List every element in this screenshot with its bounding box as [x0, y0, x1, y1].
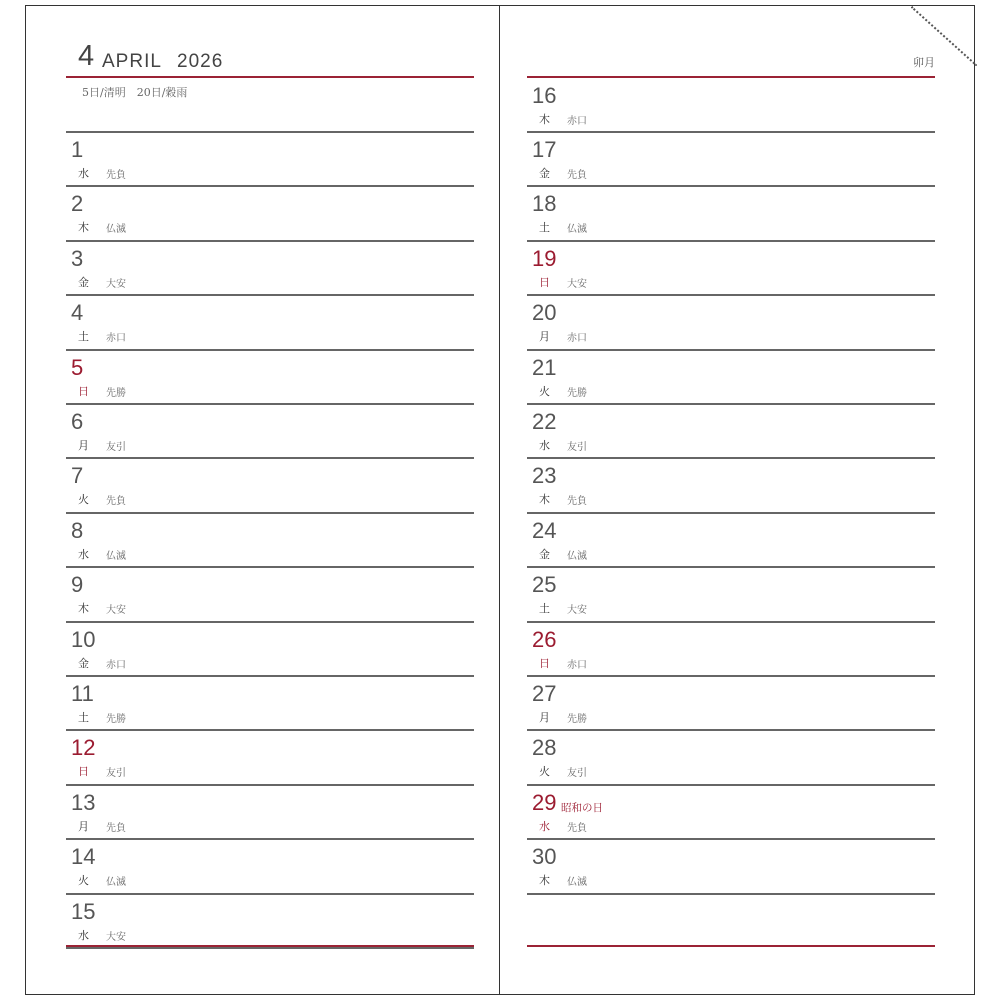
- weekday-label: 日: [539, 276, 550, 289]
- day-row: [527, 459, 935, 513]
- weekday-label: 金: [78, 276, 89, 289]
- day-number: 8: [71, 517, 84, 543]
- weekday-label: 土: [539, 222, 550, 235]
- day-row: [66, 296, 474, 350]
- day-row: [527, 242, 935, 296]
- weekday-label: 水: [539, 820, 550, 833]
- weekday-label: 木: [539, 494, 550, 507]
- weekday-label: 月: [539, 331, 550, 344]
- rokuyo-label: 仏滅: [567, 550, 587, 562]
- day-number: 4: [71, 300, 84, 326]
- day-number: 22: [532, 409, 557, 434]
- day-number: 2: [71, 191, 84, 217]
- rokuyo-label: 友引: [567, 442, 587, 453]
- year: 2026: [177, 51, 224, 72]
- rokuyo-label: 赤口: [567, 115, 587, 127]
- rokuyo-label: 先負: [106, 170, 126, 181]
- day-number: 25: [532, 572, 557, 598]
- day-rule: [527, 893, 935, 895]
- day-row: [527, 351, 935, 405]
- day-number: 20: [532, 300, 557, 326]
- day-row: [66, 623, 474, 677]
- month-header: [66, 40, 474, 78]
- weekday-label: 金: [539, 168, 550, 180]
- rokuyo-label: 仏滅: [106, 224, 126, 236]
- rokuyo-label: 先負: [567, 822, 587, 834]
- rokuyo-label: 仏滅: [567, 224, 587, 236]
- rokuyo-label: 大安: [567, 278, 587, 290]
- day-number: 1: [71, 137, 84, 162]
- day-number: 16: [532, 82, 557, 108]
- day-row: [527, 731, 935, 785]
- lunar-month-label: 卯月: [913, 56, 935, 69]
- rokuyo-label: 先勝: [106, 714, 126, 725]
- holiday-name: 昭和の日: [561, 801, 603, 814]
- day-row: [527, 568, 935, 622]
- day-number: 9: [71, 572, 84, 598]
- header-rule: [66, 76, 474, 78]
- day-row: [66, 677, 474, 731]
- rokuyo-label: 仏滅: [106, 877, 126, 889]
- weekday-label: 月: [78, 440, 89, 452]
- day-row: [66, 786, 474, 840]
- weekday-label: 日: [78, 385, 89, 398]
- day-row: [527, 677, 935, 731]
- weekday-label: 木: [78, 222, 89, 235]
- day-row: [66, 133, 474, 187]
- weekday-label: 土: [539, 603, 550, 616]
- weekday-label: 水: [78, 168, 89, 180]
- rokuyo-label: 赤口: [106, 333, 126, 345]
- day-row: [66, 514, 474, 568]
- day-number: 29: [532, 789, 557, 815]
- rokuyo-label: 友引: [567, 768, 587, 780]
- day-number: 7: [71, 463, 84, 489]
- rokuyo-label: 赤口: [106, 659, 126, 671]
- day-number: 5: [71, 354, 84, 380]
- weekday-label: 木: [539, 113, 550, 126]
- day-number: 18: [532, 191, 557, 217]
- day-row: [527, 405, 935, 459]
- day-row: [66, 840, 474, 894]
- day-row: [527, 840, 935, 894]
- month-name: APRIL: [102, 51, 162, 72]
- rokuyo-label: 先負: [106, 496, 126, 508]
- right-header: [527, 40, 935, 78]
- day-row: [527, 79, 935, 133]
- center-spine: [499, 5, 500, 995]
- day-number: 19: [532, 245, 557, 271]
- day-row: [66, 405, 474, 459]
- day-row: [527, 187, 935, 241]
- rokuyo-label: 仏滅: [567, 877, 587, 889]
- day-row: [66, 895, 474, 949]
- day-row: [66, 568, 474, 622]
- day-number: 10: [71, 626, 96, 652]
- month-number: 4: [78, 40, 95, 72]
- day-row: [527, 623, 935, 677]
- day-number: 26: [532, 626, 557, 652]
- weekday-label: 火: [539, 385, 550, 398]
- rokuyo-label: 大安: [567, 605, 587, 617]
- rokuyo-label: 赤口: [567, 333, 587, 345]
- weekday-label: 木: [539, 875, 550, 888]
- day-number: 17: [532, 137, 557, 162]
- right-bottom-rule: [527, 945, 935, 947]
- left-bottom-rule: [66, 945, 474, 947]
- day-row: [66, 187, 474, 241]
- rokuyo-label: 先負: [106, 822, 126, 834]
- day-row: [66, 731, 474, 785]
- rokuyo-label: 友引: [106, 442, 126, 453]
- weekday-label: 金: [78, 657, 89, 670]
- weekday-label: 水: [539, 440, 550, 452]
- rokuyo-label: 先負: [567, 170, 587, 181]
- day-row: [66, 242, 474, 296]
- weekday-label: 火: [78, 875, 89, 888]
- weekday-label: 水: [78, 548, 89, 561]
- rokuyo-label: 赤口: [567, 659, 587, 671]
- weekday-label: 水: [78, 929, 89, 942]
- weekday-label: 月: [78, 820, 89, 833]
- weekday-label: 火: [78, 494, 89, 507]
- day-number: 30: [532, 844, 557, 870]
- weekday-label: 日: [78, 766, 89, 779]
- day-number: 24: [532, 517, 557, 543]
- day-row: [66, 351, 474, 405]
- day-row: [527, 296, 935, 350]
- day-number: 15: [71, 898, 96, 924]
- rokuyo-label: 先負: [567, 496, 587, 508]
- weekday-label: 土: [78, 331, 89, 344]
- rokuyo-label: 先勝: [567, 714, 587, 725]
- day-row: [527, 514, 935, 568]
- weekday-label: 月: [539, 712, 550, 724]
- weekday-label: 金: [539, 548, 550, 561]
- day-number: 12: [71, 735, 96, 761]
- day-number: 23: [532, 463, 557, 489]
- day-number: 6: [71, 409, 84, 434]
- day-row: [527, 133, 935, 187]
- weekday-label: 日: [539, 657, 550, 670]
- rokuyo-label: 大安: [106, 931, 126, 943]
- day-row: [66, 459, 474, 513]
- day-row: [527, 786, 935, 840]
- day-number: 14: [71, 844, 96, 870]
- rokuyo-label: 仏滅: [106, 550, 126, 562]
- day-number: 3: [71, 245, 84, 271]
- rokuyo-label: 先勝: [567, 387, 587, 399]
- rokuyo-label: 先勝: [106, 387, 126, 399]
- day-number: 28: [532, 735, 557, 761]
- solar-terms: 5日/清明 20日/穀雨: [82, 86, 188, 99]
- day-number: 11: [71, 681, 94, 706]
- rokuyo-label: 友引: [106, 768, 126, 780]
- weekday-label: 木: [78, 603, 89, 616]
- day-number: 13: [71, 789, 96, 815]
- weekday-label: 火: [539, 766, 550, 779]
- rokuyo-label: 大安: [106, 278, 126, 290]
- day-number: 27: [532, 681, 557, 706]
- day-number: 21: [532, 354, 557, 380]
- day-rule: [66, 947, 474, 949]
- rokuyo-label: 大安: [106, 605, 126, 617]
- weekday-label: 土: [78, 712, 89, 724]
